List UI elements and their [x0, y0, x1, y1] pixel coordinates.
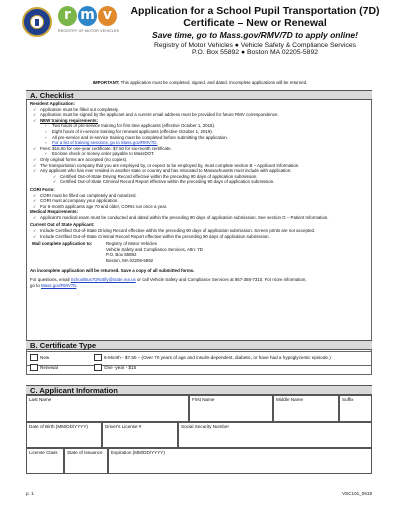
important-text: This application must be completed, signed, and dated. Incomplete applications will be returned. [119, 80, 308, 85]
expiration-field[interactable]: Expiration (MM/DD/YYYY) [108, 448, 372, 474]
one-year-checkbox[interactable] [94, 364, 102, 371]
training-sessions-link[interactable]: For a list of training sessions, go to Mass.gov/RMV7D. [52, 140, 158, 146]
list-item: ✓ Certified Out-of-State Driving Record effective within the preceding 90 days of application submission. [53, 173, 258, 179]
check-icon: ✓ [33, 198, 37, 204]
mail-line: P.O. Box 55892 [106, 252, 137, 258]
renewal-option: Renewal [30, 364, 58, 371]
check-icon: ✓ [33, 162, 37, 168]
important-notice [0, 80, 400, 85]
check-icon: ✓ [33, 214, 37, 220]
six-month-option: 6-Month - $7.50 – (Over 70 years of age and insulin-dependent, diabetic, or have had a hypoglycemic episode.) [94, 354, 331, 361]
box-bullet-icon: ▫ [45, 123, 47, 129]
form-id: VSC101_0619 [342, 491, 372, 496]
list-item: ✓ Any applicant who has ever resided in another state or country and has relocated to Massachusetts must include with application: [33, 168, 292, 174]
check-icon: ✓ [33, 112, 37, 118]
check-icon: ✓ [33, 156, 37, 162]
mail-address-block [30, 241, 368, 263]
license-number-field[interactable]: Driver's License # [102, 422, 178, 448]
mail-line: Vehicle Safety and Compliance Services, Attn: 7D [106, 246, 203, 252]
box-bullet-icon: ▫ [45, 140, 47, 146]
check-icon: ✓ [33, 117, 37, 123]
mail-label: Mail complete application to: [32, 241, 93, 247]
training-heading: NEW training requirements: [40, 117, 99, 123]
list-item: ✓ Applicant's medical exam must be conducted and dated within the preceding 90 days of application submission. See section G – Patient Information. [33, 214, 329, 220]
org-line: Registry of Motor Vehicles ● Vehicle Safety & Compliance Services [153, 42, 357, 49]
list-item: ✓ CORI must accompany your application. [33, 198, 119, 204]
medical-heading: Medical Requirements: [30, 209, 79, 215]
list-item: ✓ Include Certified Out-of-State Driving Record effective within the preceding 90 days of application submission. Screen prints are not accepted. [33, 228, 316, 234]
list-item: ✓ CORI must be filled out completely and notarized. [33, 192, 137, 198]
box-bullet-icon: ▫ [45, 151, 47, 157]
checklist-content [30, 101, 368, 288]
form-subtitle: Certificate – New or Renewal [183, 17, 327, 29]
page-number: p. 1 [26, 491, 34, 496]
license-class-field[interactable]: License Class [26, 448, 64, 474]
suffix-field[interactable]: Suffix [339, 395, 372, 422]
list-item: ✓ Application must be filled out completely. [33, 106, 119, 112]
list-item: ▫ Enclose check or money order payable to MassDOT. [45, 151, 155, 157]
list-item: ✓ Application must be signed by the applicant and a current email address must be provided for future RMV correspondence. [33, 112, 279, 118]
logo-caption: REGISTRY OF MOTOR VEHICLES [58, 29, 120, 33]
box-bullet-icon: ▫ [45, 134, 47, 140]
mail-line: Registry of Motor Vehicles [106, 241, 157, 247]
form-title-block [120, 5, 390, 56]
check-icon: ✓ [33, 192, 37, 198]
list-item: ✓ Include Certified Out-of-State Criminal Record Report effective within the preceding 90 days of application submission. [33, 233, 270, 239]
mail-line: Boston, MA 02205-5892 [106, 258, 154, 264]
renewal-checkbox[interactable] [30, 364, 38, 371]
new-option: New [30, 354, 49, 361]
list-item: ✓ For 6-month applicants age 70 and older, CORIs run once a year. [33, 203, 168, 209]
list-item: ▫ All pre-service and in-service training must be completed before submitting the application. [45, 134, 228, 140]
resident-heading: Resident Application: [30, 101, 75, 106]
ssn-field[interactable]: Social Security Number [178, 422, 372, 448]
list-item: ▫ Two hours of pre-service training for first time applicants (effective October 1, 2018). [45, 123, 216, 129]
check-icon: ✓ [53, 173, 57, 179]
last-name-field[interactable]: Last Name [26, 395, 189, 422]
important-label: IMPORTANT: [92, 80, 120, 85]
check-icon: ✓ [33, 168, 37, 174]
check-icon: ✓ [53, 179, 57, 185]
massachusetts-seal-icon [22, 7, 52, 37]
list-item: ✓ The transportation company that you are employed by, or expect to be employed by, must complete section B – Applicant Information. [33, 162, 300, 168]
dob-field[interactable]: Date of Birth (MM/DD/YYYY) [26, 422, 102, 448]
new-checkbox[interactable] [30, 354, 38, 361]
section-b-header: B. Certificate Type [26, 340, 372, 350]
one-year-option: One -year - $15 [94, 364, 136, 371]
check-icon: ✓ [33, 228, 37, 234]
questions-note: For questions, email SchoolBus7DNotify@state.ma.us or call Vehicle Safety and Compliance Services at 857-368-7310. For more information, [30, 277, 307, 283]
rmv7d-link[interactable]: Mass.gov/RMV7D [41, 282, 77, 288]
first-name-field[interactable]: First Name [189, 395, 273, 422]
check-icon: ✓ [33, 233, 37, 239]
logo-letter-v: v [98, 6, 117, 26]
logo-letter-m: m [78, 6, 97, 26]
list-item: ✓ Fees: $15.00 for one-year certificate. $7.50 for six-month certificate. [33, 145, 172, 151]
list-item: ✓ Certified Out-of-State Criminal Record Report effective within the preceding 90 days of application submission. [53, 179, 275, 185]
online-tagline: Save time, go to Mass.gov/RMV/7D to apply online! [152, 30, 358, 40]
check-icon: ✓ [33, 203, 37, 209]
section-c-header: C. Applicant Information [26, 385, 372, 395]
check-icon: ✓ [33, 106, 37, 112]
list-item: ✓ Only original forms are accepted (no copies). [33, 156, 128, 162]
cori-heading: CORI Form: [30, 186, 55, 192]
rmv-logo [58, 6, 118, 40]
questions-note-2: go to Mass.gov/RMV7D. [30, 282, 78, 288]
section-a-header: A. Checklist [26, 90, 372, 100]
list-item: ▫ Eight hours of in-service training for renewal applicants (effective October 1, 2019). [45, 128, 213, 134]
out-of-state-heading: Current Out of State Applicant: [30, 222, 95, 228]
box-bullet-icon: ▫ [45, 128, 47, 134]
email-link[interactable]: SchoolBus7DNotify@state.ma.us [70, 277, 136, 283]
middle-name-field[interactable]: Middle Name [273, 395, 339, 422]
incomplete-note: An incomplete application will be returned. Save a copy of all submitted forms. [30, 267, 195, 273]
six-month-checkbox[interactable] [94, 354, 102, 361]
check-icon: ✓ [33, 145, 37, 151]
logo-letter-r: r [58, 6, 77, 26]
org-address: P.O. Box 55892 ● Boston MA 02205-5892 [191, 49, 319, 56]
form-title: Application for a School Pupil Transportation (7D) [130, 5, 380, 17]
state-of-issuance-field[interactable]: State of Issuance [64, 448, 108, 474]
